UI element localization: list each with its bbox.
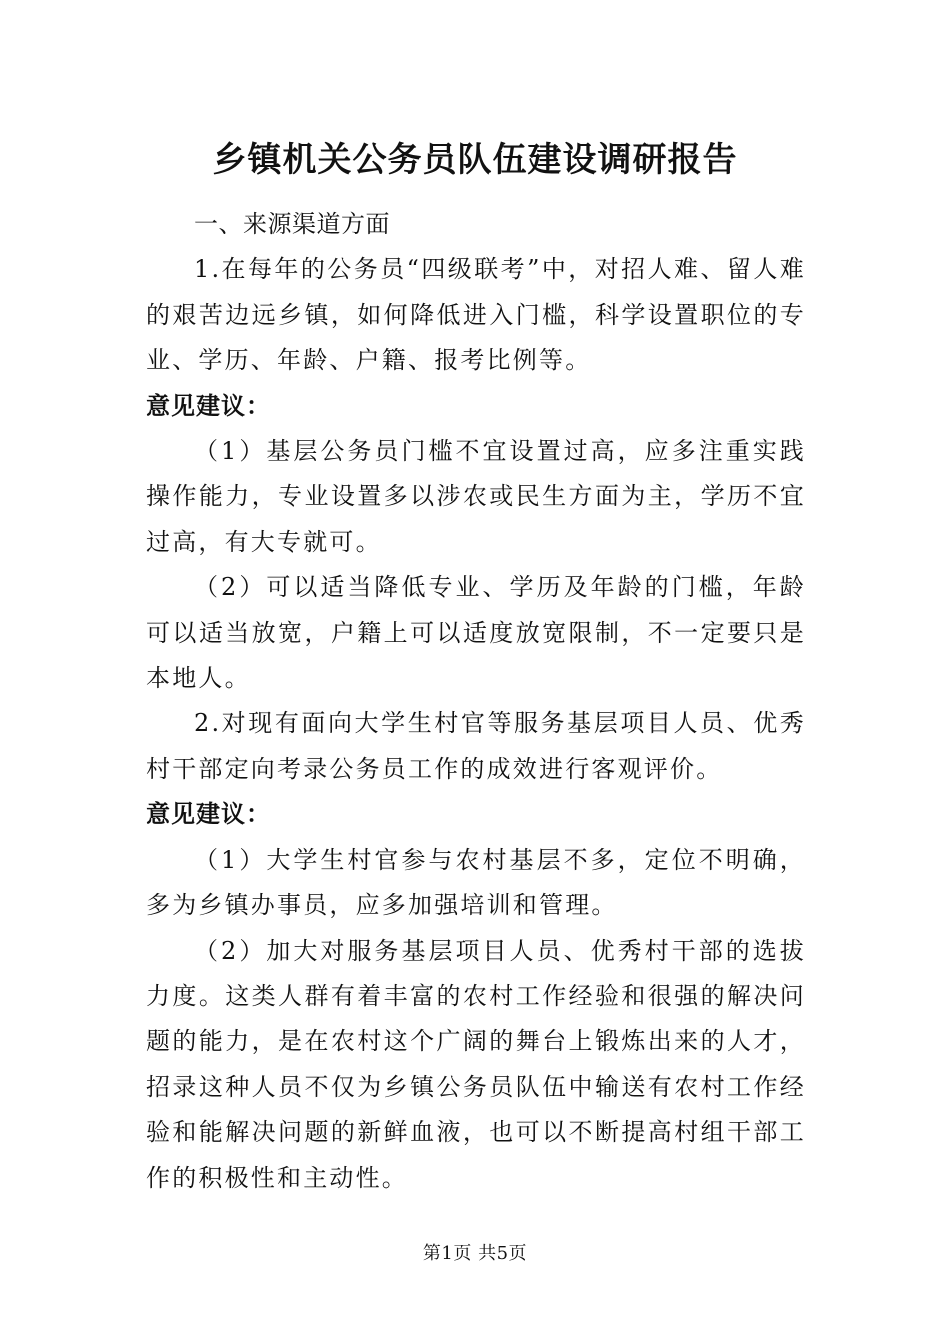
section-heading: 一、来源渠道方面 bbox=[194, 210, 390, 238]
document-body bbox=[146, 202, 806, 1201]
paragraph-item-2: 2.对现有面向大学生村官等服务基层项目人员、优秀村干部定向考录公务员工作的成效进行客观评价。 bbox=[146, 709, 806, 783]
paragraph-suggestion-1-1: （1）基层公务员门槛不宜设置过高，应多注重实践操作能力，专业设置多以涉农或民生方面为主，学历不宜过高，有大专就可。 bbox=[146, 437, 806, 556]
paragraph-suggestion-2-2: （2）加大对服务基层项目人员、优秀村干部的选拔力度。这类人群有着丰富的农村工作经验和很强的解决问题的能力，是在农村这个广阔的舞台上锻炼出来的人才，招录这种人员不仅为乡镇公务员队伍中输送有农村工作经验和能解决问题的新鲜血液，也可以不断提高村组干部工作的积极性和主动性。 bbox=[146, 936, 806, 1192]
paragraph-suggestion-1-2: （2）可以适当降低专业、学历及年龄的门槛，年龄可以适当放宽，户籍上可以适度放宽限制，不一定要只是本地人。 bbox=[146, 573, 806, 693]
opinion-label: 意见建议： bbox=[146, 800, 271, 829]
paragraph-suggestion-2-1: （1）大学生村官参与农村基层不多，定位不明确，多为乡镇办事员，应多加强培训和管理。 bbox=[146, 845, 806, 920]
document-title: 乡镇机关公务员队伍建设调研报告 bbox=[212, 140, 738, 180]
opinion-label: 意见建议： bbox=[146, 391, 271, 420]
paragraph-item-1: 1.在每年的公务员“四级联考”中，对招人难、留人难的艰苦边远乡镇，如何降低进入门槛，科学设置职位的专业、学历、年龄、户籍、报考比例等。 bbox=[146, 255, 806, 375]
page-footer: 第1页 共5页 bbox=[422, 1243, 528, 1264]
